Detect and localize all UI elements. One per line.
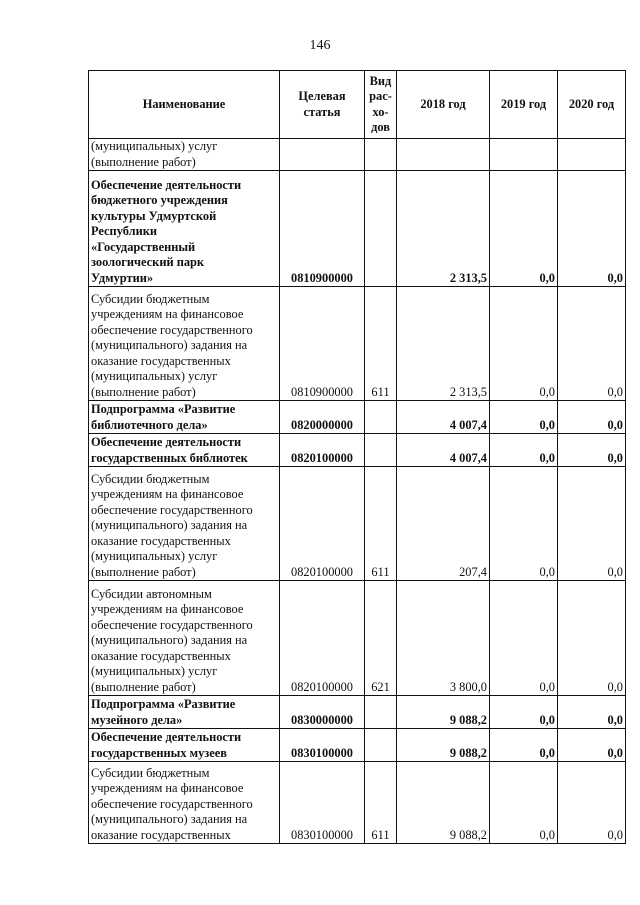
row-value-2018: 9 088,2 [397,696,490,729]
row-name: Субсидии бюджетным учреждениям на финансовое обеспечение государственного (муниципального) задания на оказание государственных (муниципальных) услуг (выполнение работ) [89,287,280,401]
row-value-2019: 0,0 [490,401,558,434]
row-value-2019: 0,0 [490,581,558,696]
row-value-2019: 0,0 [490,762,558,844]
table-row [89,139,626,171]
row-value-2018: 207,4 [397,467,490,581]
table-row [89,581,626,696]
row-target-code: 0830100000 [280,729,365,762]
header-2020: 2020 год [558,71,626,139]
table-row [89,434,626,467]
row-name: Субсидии бюджетным учреждениям на финансовое обеспечение государственного (муниципального) задания на оказание государственных [89,762,280,844]
row-target-code: 0820100000 [280,581,365,696]
table-row [89,401,626,434]
table-row [89,762,626,844]
row-value-2020: 0,0 [558,434,626,467]
row-value-2018: 2 313,5 [397,287,490,401]
row-target-code: 0820000000 [280,401,365,434]
row-expense-kind: 611 [365,287,397,401]
row-value-2020: 0,0 [558,401,626,434]
row-expense-kind: 611 [365,467,397,581]
row-name: Обеспечение деятельности государственных музеев [89,729,280,762]
row-expense-kind [365,696,397,729]
row-value-2019 [490,139,558,171]
row-expense-kind [365,729,397,762]
header-2019: 2019 год [490,71,558,139]
row-value-2019: 0,0 [490,171,558,287]
row-expense-kind [365,434,397,467]
row-value-2019: 0,0 [490,696,558,729]
row-value-2020: 0,0 [558,729,626,762]
row-value-2018 [397,139,490,171]
header-2018: 2018 год [397,71,490,139]
table-row [89,467,626,581]
row-name: Субсидии автономным учреждениям на финансовое обеспечение государственного (муниципального) задания на оказание государственных (муниципальных) услуг (выполнение работ) [89,581,280,696]
row-value-2020: 0,0 [558,171,626,287]
header-name: Наименование [89,71,280,139]
table-row [89,171,626,287]
row-value-2020: 0,0 [558,467,626,581]
budget-table [88,70,626,844]
row-value-2018: 3 800,0 [397,581,490,696]
row-expense-kind [365,171,397,287]
row-value-2019: 0,0 [490,434,558,467]
row-value-2018: 2 313,5 [397,171,490,287]
row-value-2019: 0,0 [490,467,558,581]
row-name: Субсидии бюджетным учреждениям на финансовое обеспечение государственного (муниципального) задания на оказание государственных (муниципальных) услуг (выполнение работ) [89,467,280,581]
row-value-2020: 0,0 [558,696,626,729]
row-expense-kind [365,401,397,434]
row-expense-kind [365,139,397,171]
row-value-2020: 0,0 [558,581,626,696]
row-target-code: 0830000000 [280,696,365,729]
row-value-2018: 4 007,4 [397,401,490,434]
header-kind: Вид рас- хо- дов [365,71,397,139]
page-number: 146 [309,38,331,53]
row-name: Обеспечение деятельности государственных библиотек [89,434,280,467]
row-target-code: 0810900000 [280,287,365,401]
table-row [89,287,626,401]
row-value-2020 [558,139,626,171]
row-target-code: 0810900000 [280,171,365,287]
row-target-code: 0820100000 [280,467,365,581]
row-name: Подпрограмма «Развитие библиотечного дела» [89,401,280,434]
table-row [89,729,626,762]
row-target-code: 0820100000 [280,434,365,467]
row-target-code: 0830100000 [280,762,365,844]
row-value-2019: 0,0 [490,287,558,401]
row-name: Обеспечение деятельности бюджетного учреждения культуры Удмуртской Республики «Государственный зоологический парк Удмуртии» [89,171,280,287]
header-target: Целевая статья [280,71,365,139]
row-value-2020: 0,0 [558,287,626,401]
row-value-2018: 9 088,2 [397,729,490,762]
row-value-2018: 9 088,2 [397,762,490,844]
row-value-2018: 4 007,4 [397,434,490,467]
row-name: (муниципальных) услуг (выполнение работ) [89,139,280,171]
row-target-code [280,139,365,171]
table-body [89,139,626,844]
row-value-2019: 0,0 [490,729,558,762]
row-name: Подпрограмма «Развитие музейного дела» [89,696,280,729]
table-row [89,696,626,729]
row-expense-kind: 621 [365,581,397,696]
row-expense-kind: 611 [365,762,397,844]
table-header-row [89,71,626,139]
row-value-2020: 0,0 [558,762,626,844]
